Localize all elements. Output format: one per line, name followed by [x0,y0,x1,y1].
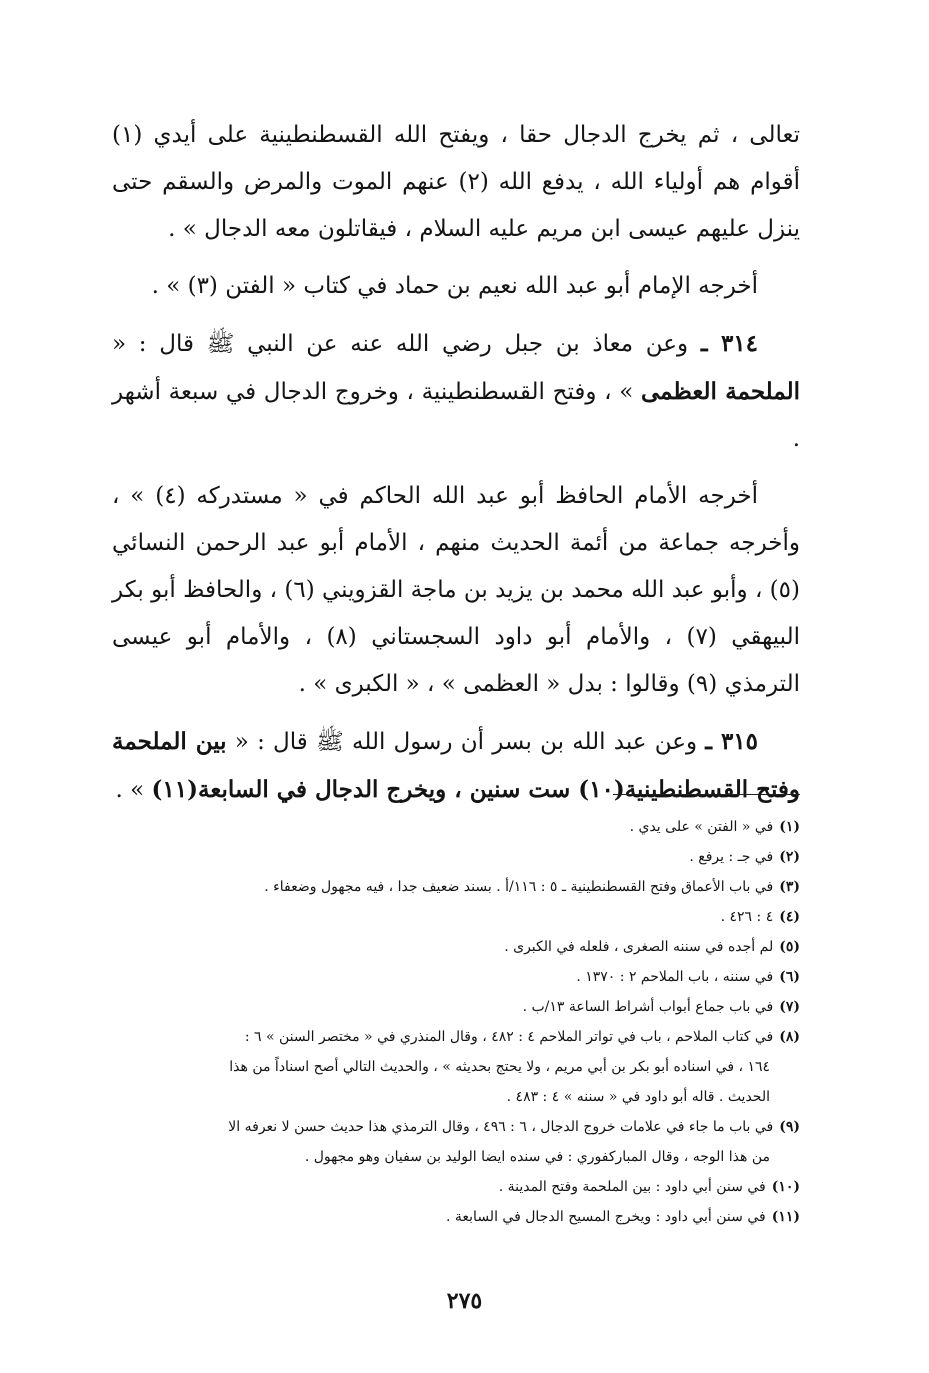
hadith-314 [112,320,800,463]
footnote-continuation: الحديث . قاله أبو داود في « سننه » ٤ : ٤٨٣ . [506,1089,770,1105]
footnote-text: لم أجده في سننه الصغرى ، فلعله في الكبرى . [504,939,774,955]
footnote-number: (٦) [779,969,800,985]
footnote-6 [112,962,800,992]
page-number: ٢٧٥ [446,1288,483,1314]
footnote-text: في باب ما جاء في علامات خروج الدجال ، ٦ : ٤٩٦ ، وقال الترمذي هذا حديث حسن لا نعرفه الا [228,1119,774,1135]
footnote-2 [112,842,800,872]
footnote-number: (٥) [779,939,800,955]
footnote-text: في باب جماع أبواب أشراط الساعة ١٣/ب . [522,999,774,1015]
hadith-315-intro: وعن عبد الله بن بسر أن رسول الله ﷺ قال : « [234,729,698,755]
footnote-text: في « الفتن » على يدي . [629,819,774,835]
footnote-number: (٣) [779,879,800,895]
footnote-number: (١) [779,819,800,835]
footnote-5 [112,932,800,962]
footnotes [112,812,800,1232]
hadith-315-number: ٣١٥ ـ [705,728,759,755]
footnote-separator [613,794,800,795]
footnote-3 [112,872,800,902]
hadith-314-quote: الملحمة العظمى [641,378,800,405]
footnote-10 [112,1172,800,1202]
footnote-number: (٢) [779,849,800,865]
footnote-7 [112,992,800,1022]
footnote-number: (١١) [771,1209,800,1225]
hadith-314-number: ٣١٤ ـ [700,330,759,357]
footnote-text: ٤ : ٤٢٦ . [720,909,774,925]
hadith-315 [112,718,800,814]
footnote-text: في سننه ، باب الملاحم ٢ : ١٣٧٠ . [576,969,774,985]
hadith-315-quote: بين الملحمة وفتح القسطنطينية(١٠) ست سنين ، ويخرج الدجال في السابعة(١١) [112,728,800,803]
footnote-text: في جـ : يرفع . [689,849,774,865]
paragraph-1-text: تعالى ، ثم يخرج الدجال حقا ، ويفتح الله القسطنطينية على أيدي (١) أقوام هم أولياء الله ، يدفع الله (٢) عنهم الموت والمرض والسقم حتى ينزل عليهم عيسى ابن مريم عليه السلام ، فيقاتلون معه الدجال » . [112,122,800,242]
hadith-315-rest: » . [115,777,145,803]
paragraph-4-text: أخرجه الأمام الحافظ أبو عبد الله الحاكم في « مستدركه (٤) » ، وأخرجه جماعة من أئمة الحديث منهم ، الأمام أبو عبد الرحمن النسائي (٥) ، وأبو عبد الله محمد بن يزيد بن ماجة القزويني (٦) ، والحافظ أبو بكر البيهقي (٧) ، والأمام أبو داود السجستاني (٨) ، والأمام أبو عيسى الترمذي (٩) وقالوا : بدل « العظمى » ، « الكبرى » . [112,483,801,697]
footnote-text: في كتاب الملاحم ، باب في تواتر الملاحم ٤ : ٤٨٢ ، وقال المنذري في « مختصر السنن » ٦ : [244,1029,774,1045]
footnote-1 [112,812,800,842]
footnote-text: في باب الأعماق وفتح القسطنطينية ـ ٥ : ١١٦/أ . بسند ضعيف جدا ، فيه مجهول وضعفاء . [264,879,774,895]
footnote-text: في سنن أبي داود : ويخرج المسيح الدجال في السابعة . [446,1209,766,1225]
footnote-4 [112,902,800,932]
footnote-9 [112,1112,800,1172]
footnote-continuation: ١٦٤ ، في اسناده أبو بكر بن أبي مريم ، ولا يحتج بحديثه » ، والحديث التالي أصح اسناداً من هذا [229,1059,770,1075]
hadith-314-rest: » ، وفتح القسطنطينية ، وخروج الدجال في سبعة أشهر . [112,379,800,452]
footnote-11 [112,1202,800,1232]
footnote-number: (١٠) [771,1179,800,1195]
paragraph-2-text: أخرجه الإمام أبو عبد الله نعيم بن حماد في كتاب « الفتن (٣) » . [151,273,758,299]
footnote-number: (٩) [779,1119,800,1135]
footnote-continuation: من هذا الوجه ، وقال المباركفوري : في سنده ايضا الوليد بن سفيان وهو مجهول . [304,1149,770,1165]
main-text [112,112,800,824]
paragraph-4 [112,473,800,708]
paragraph-1 [112,112,800,253]
footnote-text: في سنن أبي داود : بين الملحمة وفتح المدينة . [498,1179,766,1195]
hadith-314-intro: وعن معاذ بن جبل رضي الله عنه عن النبي ﷺ قال : « [112,331,689,357]
footnote-number: (٧) [779,999,800,1015]
footnote-8 [112,1022,800,1112]
footnote-number: (٨) [779,1029,800,1045]
paragraph-2 [112,263,800,310]
footnote-number: (٤) [779,909,800,925]
